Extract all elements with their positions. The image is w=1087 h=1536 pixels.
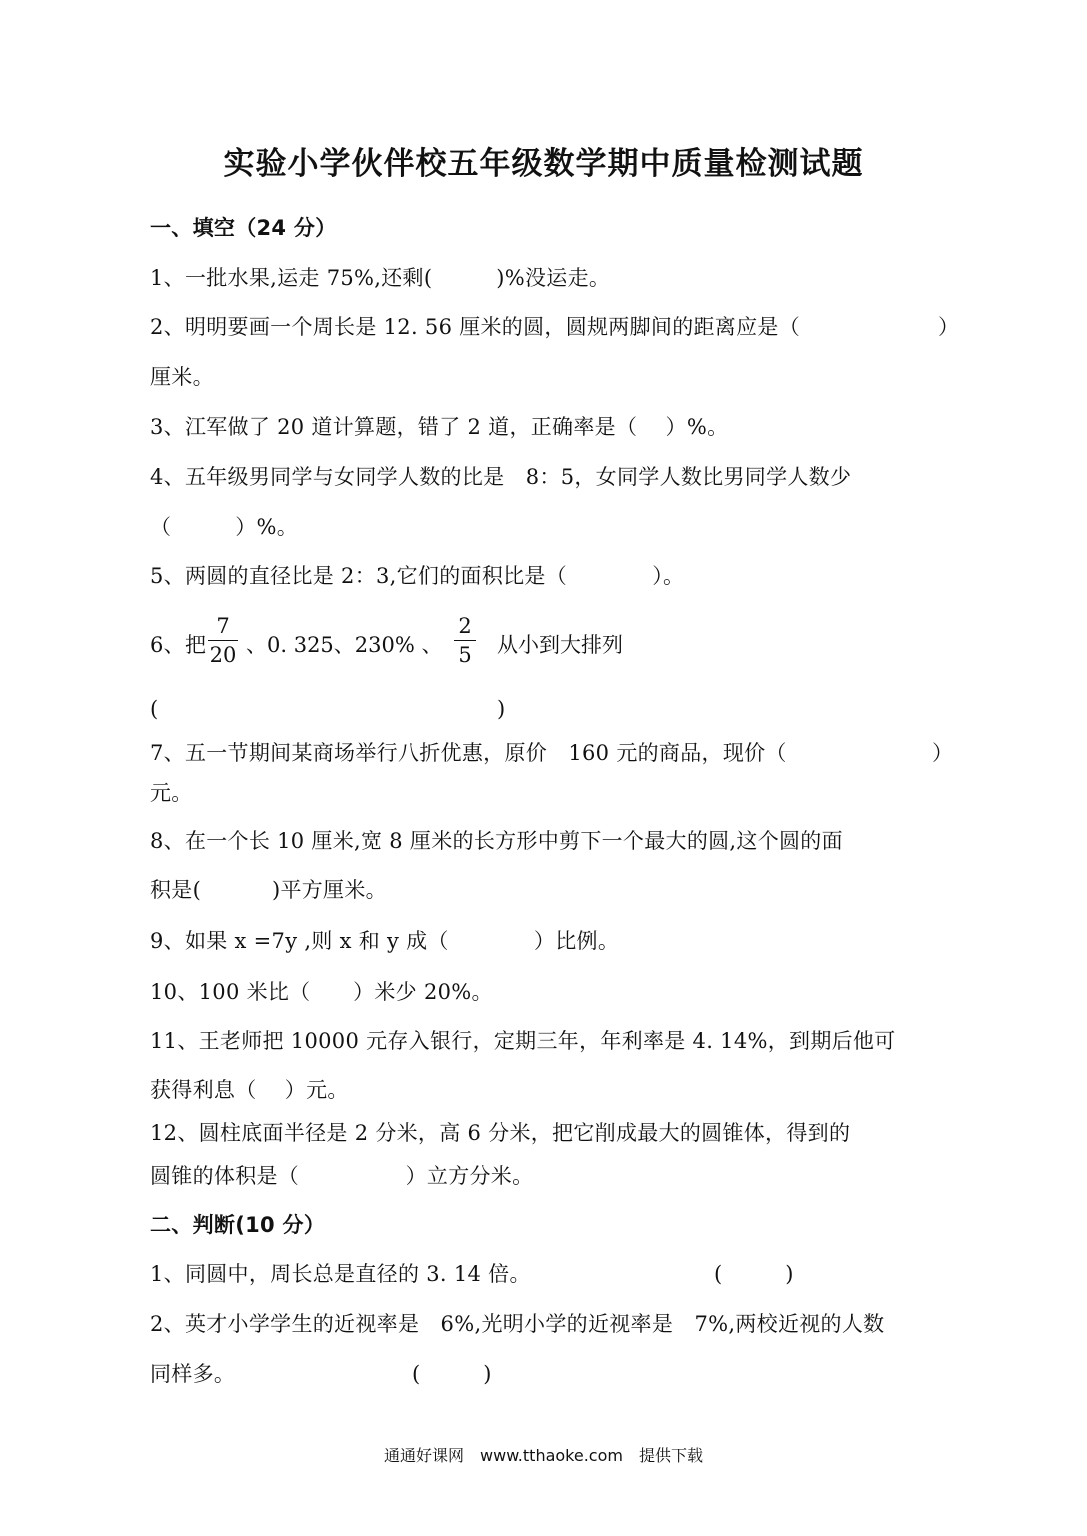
fraction-bar	[454, 640, 476, 641]
question-3: 3、江军做了 20 道计算题，错了 2 道，正确率是（ ）%。	[150, 415, 729, 439]
question-8-line-2: 积是( )平方厘米。	[150, 878, 387, 902]
question-2-line-1: 2、明明要画一个周长是 12. 56 厘米的圆，圆规两脚间的距离应是（	[150, 315, 864, 339]
fraction-2-5	[454, 614, 476, 667]
question-6-answer-open: (	[150, 697, 159, 721]
judge-2-line-1: 2、英才小学学生的近视率是 6%,光明小学的近视率是 7%,两校近视的人数	[150, 1312, 885, 1336]
section-heading-judge: 二、判断(10 分）	[150, 1213, 326, 1237]
fraction-bar	[208, 640, 238, 641]
question-4-line-2: （ ）%。	[150, 515, 299, 539]
question-6-prefix: 6、把	[150, 633, 207, 657]
fraction-numerator: 7	[216, 614, 230, 638]
question-12-line-1: 12、圆柱底面半径是 2 分米，高 6 分米，把它削成最大的圆锥体，得到的	[150, 1121, 851, 1145]
fraction-numerator: 2	[458, 614, 472, 638]
question-12-line-2: 圆锥的体积是（ ）立方分米。	[150, 1164, 534, 1188]
judge-2-paren: ( )	[412, 1362, 492, 1386]
question-1: 1、一批水果,运走 75%,还剩( )%没运走。	[150, 266, 611, 290]
question-6-answer-close: )	[497, 697, 506, 721]
question-7-line-2: 元。	[150, 781, 193, 805]
page-title: 实验小学伙伴校五年级数学期中质量检测试题	[223, 146, 864, 182]
fraction-7-20	[208, 614, 238, 667]
question-6-suffix: 从小到大排列	[497, 633, 623, 657]
question-11-line-1: 11、王老师把 10000 元存入银行，定期三年，年利率是 4. 14%，到期后他可	[150, 1029, 896, 1053]
section-heading-fill-blank: 一、填空（24 分）	[150, 216, 337, 240]
fraction-denominator: 20	[209, 643, 237, 667]
fraction-denominator: 5	[458, 643, 472, 667]
question-11-line-2: 获得利息（ ）元。	[150, 1078, 349, 1102]
question-2-close-paren: ）	[938, 315, 959, 339]
question-6-middle: 、0. 325、230% 、	[246, 633, 443, 657]
question-7-line-1: 7、五一节期间某商场举行八折优惠，原价 160 元的商品，现价（	[150, 741, 787, 765]
judge-1-paren: ( )	[714, 1262, 794, 1286]
question-10: 10、100 米比（ ）米少 20%。	[150, 980, 493, 1004]
question-2-line-2: 厘米。	[150, 365, 214, 389]
question-8-line-1: 8、在一个长 10 厘米,宽 8 厘米的长方形中剪下一个最大的圆,这个圆的面	[150, 829, 843, 853]
question-4-line-1: 4、五年级男同学与女同学人数的比是 8：5，女同学人数比男同学人数少	[150, 465, 852, 489]
judge-1: 1、同圆中，周长总是直径的 3. 14 倍。	[150, 1262, 531, 1286]
footer-source: 通通好课网 www.tthaoke.com 提供下载	[384, 1446, 703, 1465]
judge-2-line-2: 同样多。	[150, 1362, 236, 1386]
question-7-close-paren: ）	[932, 741, 953, 765]
question-9: 9、如果 x =7y ,则 x 和 y 成（ ）比例。	[150, 929, 620, 953]
question-5: 5、两圆的直径比是 2：3,它们的面积比是（ ）。	[150, 564, 685, 588]
